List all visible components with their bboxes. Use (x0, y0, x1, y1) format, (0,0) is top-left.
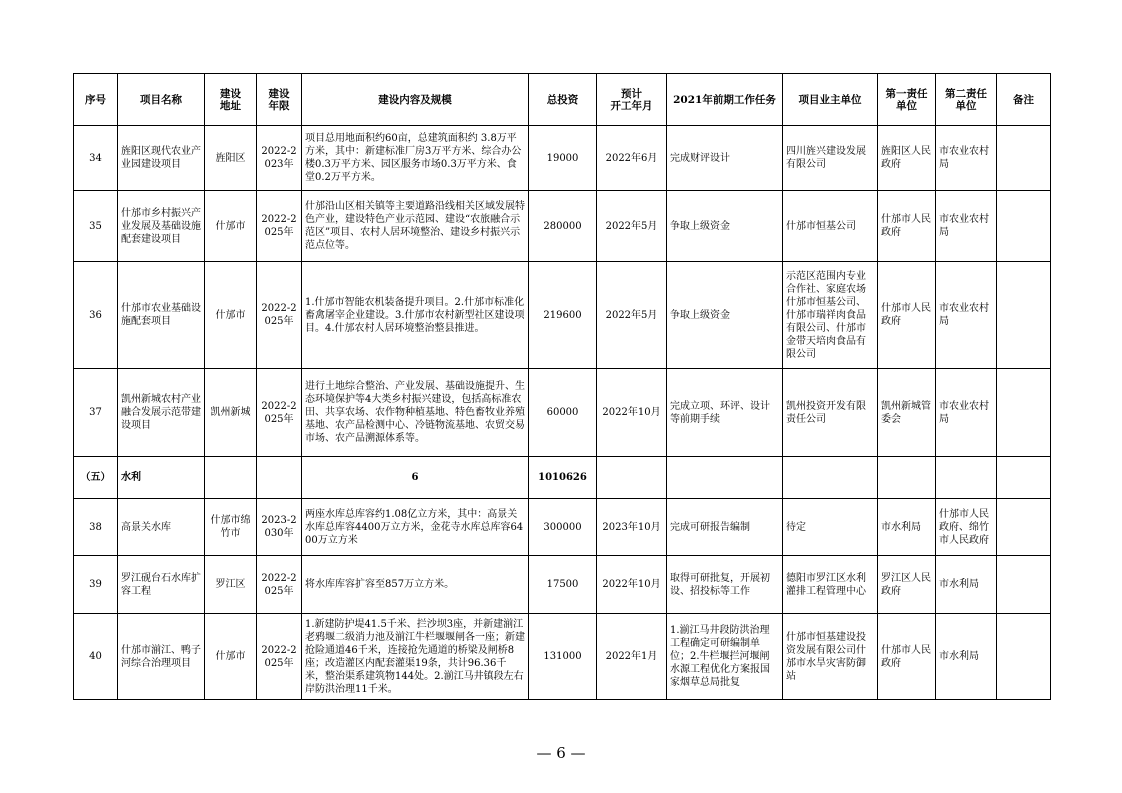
second-responsible-unit: 市农业农村局 (936, 126, 997, 191)
project-start-date: 2023年10月 (597, 499, 667, 556)
project-location: 凯州新城 (205, 369, 257, 457)
project-name: 凯州新城农村产业融合发展示范带建设项目 (118, 369, 205, 457)
first-responsible-unit: 旌阳区人民政府 (878, 126, 936, 191)
project-name: 高景关水库 (118, 499, 205, 556)
table-row (74, 369, 1051, 457)
header-cell: 建设内容及规模 (302, 74, 529, 126)
section-project-count: 6 (302, 457, 529, 499)
project-content: 两座水库总库容约1.08亿立方米，其中：高景关水库总库容4400万立方米，金花寺水库总库容6400万立方米 (302, 499, 529, 556)
table-row (74, 614, 1051, 700)
header-cell: 第二责任 单位 (936, 74, 997, 126)
project-owner: 凯州投资开发有限责任公司 (783, 369, 878, 457)
project-content: 进行土地综合整治、产业发展、基础设施提升、生态环境保护等4大类乡村振兴建设，包括高标准农田、共享农场、农作物种植基地、特色畜牧业养殖基地、农产品检测中心、冷链物流基地、农贸交易市场、农产品溯源体系等。 (302, 369, 529, 457)
project-owner: 示范区范围内专业合作社、家庭农场什邡市恒基公司、什邡市瑞祥肉食品有限公司、什邡市金带天培肉食品有限公司 (783, 262, 878, 369)
project-years: 2023-2030年 (257, 499, 302, 556)
project-name: 什邡市乡村振兴产业发展及基础设施配套建设项目 (118, 191, 205, 262)
first-responsible-unit: 什邡市人民政府 (878, 262, 936, 369)
row-number: 35 (74, 191, 118, 262)
row-number: 40 (74, 614, 118, 700)
project-location: 什邡市 (205, 262, 257, 369)
table-row (74, 262, 1051, 369)
row-number: 36 (74, 262, 118, 369)
empty-cell (878, 457, 936, 499)
second-responsible-unit: 市农业农村局 (936, 369, 997, 457)
header-cell: 序号 (74, 74, 118, 126)
project-task: 争取上级资金 (667, 191, 783, 262)
empty-cell (997, 457, 1051, 499)
project-note (997, 556, 1051, 614)
header-cell: 预计 开工年月 (597, 74, 667, 126)
second-responsible-unit: 市水利局 (936, 556, 997, 614)
project-investment: 17500 (529, 556, 597, 614)
project-note (997, 191, 1051, 262)
table-row (74, 191, 1051, 262)
project-owner: 德阳市罗江区水利灌排工程管理中心 (783, 556, 878, 614)
second-responsible-unit: 市农业农村局 (936, 191, 997, 262)
header-cell: 项目名称 (118, 74, 205, 126)
project-task: 1.湔江马井段防洪治理工程确定可研编制单位；2.牛栏堰拦河堰闸水源工程优化方案报国家烟草总局批复 (667, 614, 783, 700)
project-location: 什邡市 (205, 614, 257, 700)
project-start-date: 2022年5月 (597, 191, 667, 262)
project-task: 完成可研报告编制 (667, 499, 783, 556)
project-location: 什邡市 (205, 191, 257, 262)
project-start-date: 2022年6月 (597, 126, 667, 191)
empty-cell (936, 457, 997, 499)
project-investment: 131000 (529, 614, 597, 700)
project-name: 旌阳区现代农业产业园建设项目 (118, 126, 205, 191)
project-note (997, 262, 1051, 369)
project-investment: 300000 (529, 499, 597, 556)
project-location: 罗江区 (205, 556, 257, 614)
project-note (997, 614, 1051, 700)
second-responsible-unit: 市水利局 (936, 614, 997, 700)
project-years: 2022-2023年 (257, 126, 302, 191)
project-content: 1.什邡市智能农机装备提升项目。2.什邡市标准化畜禽屠宰企业建设。3.什邡市农村新型社区建设项目。4.什邡农村人居环境整治整县推进。 (302, 262, 529, 369)
project-years: 2022-2025年 (257, 191, 302, 262)
project-name: 什邡市湔江、鸭子河综合治理项目 (118, 614, 205, 700)
header-cell: 2021年前期工作任务 (667, 74, 783, 126)
empty-cell (257, 457, 302, 499)
section-number: （五） (74, 457, 118, 499)
project-years: 2022-2025年 (257, 614, 302, 700)
project-investment: 19000 (529, 126, 597, 191)
project-content: 1.新建防护堤41.5千米、拦沙坝3座，并新建湔江老鸦堰二级消力池及湔江牛栏堰堰闸各一座；新建抢险通道46千米，连接抢先通道的桥梁及闸桥8座；改造灌区内配套灌渠19条，共计96.36千米，整治渠系建筑物144处。2.湔江马井镇段左右岸防洪治理11千米。 (302, 614, 529, 700)
row-number: 38 (74, 499, 118, 556)
empty-cell (205, 457, 257, 499)
project-note (997, 369, 1051, 457)
project-years: 2022-2025年 (257, 556, 302, 614)
page-number: — 6 — (536, 744, 586, 762)
second-responsible-unit: 市农业农村局 (936, 262, 997, 369)
row-number: 39 (74, 556, 118, 614)
project-task: 完成立项、环评、设计等前期手续 (667, 369, 783, 457)
table-header-row (74, 74, 1051, 126)
project-location: 什邡市绵竹市 (205, 499, 257, 556)
project-start-date: 2022年5月 (597, 262, 667, 369)
project-investment: 280000 (529, 191, 597, 262)
header-cell: 备注 (997, 74, 1051, 126)
project-investment: 219600 (529, 262, 597, 369)
section-title: 水利 (118, 457, 205, 499)
empty-cell (667, 457, 783, 499)
project-owner: 什邡市恒基建设投资发展有限公司什邡市水旱灾害防御站 (783, 614, 878, 700)
section-total-investment: 1010626 (529, 457, 597, 499)
project-location: 旌阳区 (205, 126, 257, 191)
project-years: 2022-2025年 (257, 262, 302, 369)
empty-cell (597, 457, 667, 499)
first-responsible-unit: 什邡市人民政府 (878, 614, 936, 700)
project-task: 完成财评设计 (667, 126, 783, 191)
project-name: 什邡市农业基础设施配套项目 (118, 262, 205, 369)
header-cell: 总投资 (529, 74, 597, 126)
project-task: 取得可研批复，开展初设、招投标等工作 (667, 556, 783, 614)
project-start-date: 2022年10月 (597, 556, 667, 614)
table-row (74, 499, 1051, 556)
table-row (74, 126, 1051, 191)
project-content: 什邡沿山区相关镇等主要道路沿线相关区域发展特色产业，建设特色产业示范园、建设“农旅融合示范区”项目、农村人居环境整治、建设乡村振兴示范点位等。 (302, 191, 529, 262)
header-cell: 第一责任 单位 (878, 74, 936, 126)
row-number: 34 (74, 126, 118, 191)
header-cell: 建设 年限 (257, 74, 302, 126)
first-responsible-unit: 罗江区人民政府 (878, 556, 936, 614)
project-start-date: 2022年1月 (597, 614, 667, 700)
project-content: 项目总用地面积约60亩，总建筑面积约 3.8万平方米，其中：新建标准厂房3万平方米、综合办公楼0.3万平方米、园区服务市场0.3万平方米、食堂0.2万平方米。 (302, 126, 529, 191)
project-task: 争取上级资金 (667, 262, 783, 369)
header-cell: 建设 地址 (205, 74, 257, 126)
project-content: 将水库库容扩容至857万立方米。 (302, 556, 529, 614)
project-owner: 什邡市恒基公司 (783, 191, 878, 262)
project-investment: 60000 (529, 369, 597, 457)
table-row (74, 556, 1051, 614)
second-responsible-unit: 什邡市人民政府、绵竹市人民政府 (936, 499, 997, 556)
project-name: 罗江砚台石水库扩容工程 (118, 556, 205, 614)
project-note (997, 499, 1051, 556)
project-table (73, 73, 1051, 700)
section-row-water (74, 457, 1051, 499)
row-number: 37 (74, 369, 118, 457)
project-owner: 四川旌兴建设发展有限公司 (783, 126, 878, 191)
header-cell: 项目业主单位 (783, 74, 878, 126)
project-owner: 待定 (783, 499, 878, 556)
first-responsible-unit: 市水利局 (878, 499, 936, 556)
project-start-date: 2022年10月 (597, 369, 667, 457)
first-responsible-unit: 凯州新城管委会 (878, 369, 936, 457)
project-years: 2022-2025年 (257, 369, 302, 457)
first-responsible-unit: 什邡市人民政府 (878, 191, 936, 262)
empty-cell (783, 457, 878, 499)
project-note (997, 126, 1051, 191)
